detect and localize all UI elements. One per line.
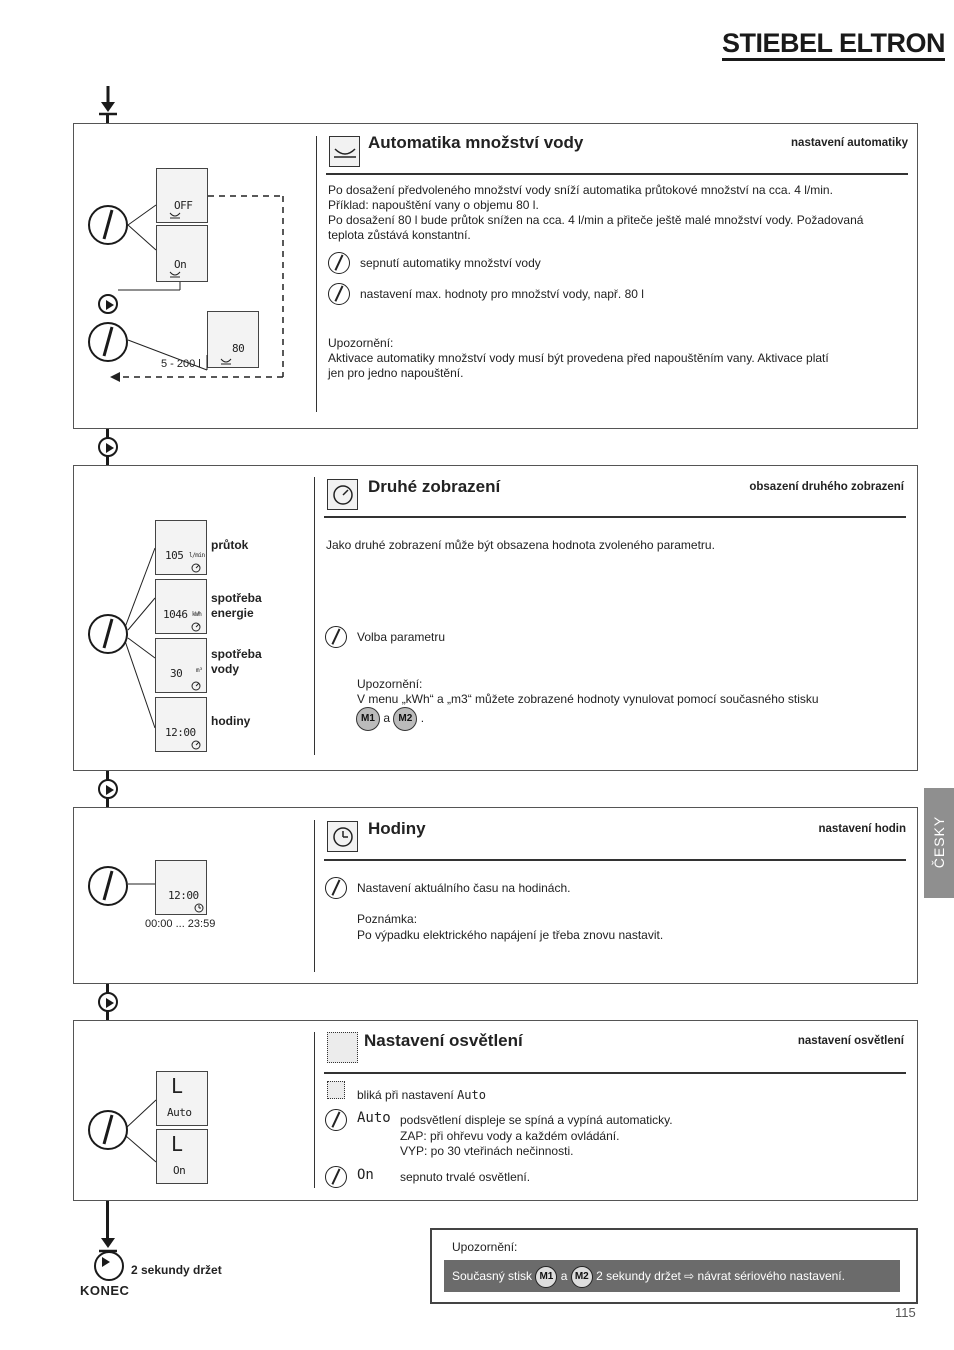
language-tab[interactable]: [924, 788, 954, 898]
range-label: 00:00 ... 23:59: [145, 918, 216, 930]
section-title: Hodiny: [368, 819, 426, 838]
m2-button[interactable]: M2: [571, 1266, 593, 1288]
knob-small-icon: [325, 626, 347, 648]
knob-icon[interactable]: [88, 1110, 128, 1150]
gauge-icon: [191, 622, 201, 632]
lcd-display: [155, 697, 207, 752]
reset-bar: [444, 1260, 900, 1292]
on-word: On: [357, 1167, 374, 1183]
lcd-label: hodiny: [211, 714, 251, 728]
auto-desc: VYP: po 30 vteřinách nečinnosti.: [400, 1144, 574, 1158]
brand-logo: STIEBEL ELTRON: [722, 28, 945, 61]
step-text: sepnutí automatiky množství vody: [360, 256, 541, 270]
lcd-value: OFF: [174, 199, 193, 212]
reset-note-box: [430, 1228, 918, 1304]
knob-small-icon: [325, 1166, 347, 1188]
section-title: Automatika množství vody: [368, 133, 584, 152]
note-label: Poznámka:: [357, 912, 418, 926]
lcd-value: 1046: [163, 608, 188, 621]
knob-icon[interactable]: [88, 205, 128, 245]
lcd-label: vody: [211, 662, 240, 676]
note-label: Upozornění:: [452, 1240, 518, 1254]
lcd-display: [155, 520, 207, 575]
next-button-icon[interactable]: [98, 294, 118, 314]
knob-small-icon: [328, 252, 350, 274]
gauge-icon: [327, 479, 358, 510]
gauge-icon: [191, 563, 201, 573]
clock-icon: [194, 903, 204, 913]
section-rule: [326, 173, 908, 175]
lcd-value: 105: [165, 549, 184, 562]
m1-button[interactable]: M1: [535, 1266, 557, 1288]
section-subtitle: nastavení osvětlení: [797, 1035, 904, 1047]
lcd-display: [155, 579, 207, 634]
divider: [314, 477, 315, 755]
backlight-icon: [327, 1032, 358, 1063]
on-desc: sepnuto trvalé osvětlení.: [400, 1170, 531, 1184]
lcd-value: On: [173, 1164, 186, 1177]
section-rule: [324, 1072, 906, 1074]
and-text: a: [383, 711, 391, 726]
section-rule: [324, 859, 906, 861]
language-tab-label: ČESKY: [931, 815, 947, 869]
knob-small-icon: [325, 1109, 347, 1131]
note-label: Upozornění:: [328, 336, 394, 350]
note-text: Po výpadku elektrického napájení je třeba znovu nastavit.: [357, 928, 664, 942]
section-title: Nastavení osvětlení: [364, 1031, 523, 1050]
step-text: Volba parametru: [357, 630, 446, 644]
lcd-value: L: [171, 1132, 183, 1156]
knob-small-icon: [325, 877, 347, 899]
paragraph: teplota zůstává konstantní.: [328, 228, 471, 242]
auto-desc: podsvětlení displeje se spíná a vypíná automaticky.: [400, 1113, 673, 1127]
next-button-icon[interactable]: [98, 437, 118, 457]
step-text: nastavení max. hodnoty pro množství vody, např. 80 l: [360, 287, 644, 301]
lcd-display: [155, 638, 207, 693]
divider: [316, 136, 317, 412]
note-text: V menu „kWh“ a „m3“ můžete zobrazené hodnoty vynulovat pomocí současného stisku: [357, 692, 819, 706]
divider: [314, 820, 315, 972]
section-title: Druhé zobrazení: [368, 477, 501, 496]
lcd-value: On: [174, 258, 187, 271]
lcd-value: L: [171, 1074, 183, 1098]
paragraph: Příklad: napouštění vany o objemu 80 l.: [328, 198, 539, 212]
bar-text: Současný stisk: [452, 1269, 533, 1283]
hold-label: 2 sekundy držet: [131, 1263, 222, 1277]
flow-start-arrow-icon: [96, 86, 120, 116]
note-buttons: [356, 707, 424, 731]
lcd-display: [156, 1129, 208, 1184]
lcd-value: Auto: [167, 1106, 192, 1119]
section-subtitle: nastavení automatiky: [791, 137, 908, 149]
hold-button-icon[interactable]: [94, 1251, 124, 1281]
lcd-label: spotřeba: [211, 591, 262, 605]
note-label: Upozornění:: [357, 677, 423, 691]
range-label: 5 - 200 l: [161, 358, 201, 370]
blink-text: [357, 1088, 486, 1104]
lcd-label: energie: [211, 606, 254, 620]
clock-icon: [327, 821, 358, 852]
and-text: a: [560, 1269, 568, 1283]
lcd-value: 12:00: [165, 726, 196, 739]
m1-button[interactable]: M1: [356, 707, 380, 731]
auto-word: Auto: [457, 1088, 486, 1102]
gauge-icon: [191, 740, 201, 750]
note-text: Aktivace automatiky množství vody musí být provedena před napouštěním vany. Aktivace platí: [328, 351, 829, 365]
lcd-value: 30: [170, 667, 183, 680]
bathtub-icon: [329, 136, 360, 167]
next-button-icon[interactable]: [98, 992, 118, 1012]
lcd-display: [156, 1071, 208, 1126]
auto-desc: ZAP: při ohřevu vody a každém ovládání.: [400, 1129, 620, 1143]
lcd-value: 80: [232, 342, 245, 355]
next-button-icon[interactable]: [98, 779, 118, 799]
bar-text: 2 sekundy držet ⇨ návrat sériového nastavení.: [596, 1269, 845, 1283]
section-subtitle: nastavení hodin: [818, 823, 906, 835]
lcd-value: 12:00: [168, 889, 199, 902]
end-text: .: [420, 711, 425, 726]
lcd-unit: kWh: [192, 611, 202, 618]
knob-small-icon: [328, 283, 350, 305]
page-number: 115: [895, 1305, 916, 1320]
lcd-display: [155, 860, 207, 915]
lcd-unit: m³: [196, 667, 203, 674]
knob-icon[interactable]: [88, 866, 128, 906]
gauge-icon: [191, 681, 201, 691]
section-subtitle: obsazení druhého zobrazení: [749, 481, 904, 493]
lcd-label: průtok: [211, 538, 249, 552]
note-text: jen pro jedno napouštění.: [328, 366, 464, 380]
paragraph: Po dosažení 80 l bude průtok snížen na cca. 4 l/min a přiteče ještě malé množství vody. Požadovaná: [328, 213, 864, 227]
blink-label: bliká při nastavení: [357, 1088, 454, 1102]
lcd-label: spotřeba: [211, 647, 262, 661]
m2-button[interactable]: M2: [393, 707, 417, 731]
lcd-unit: l/min: [189, 552, 205, 559]
paragraph: Po dosažení předvoleného množství vody sníží automatika průtokové množství na cca. 4 l/min.: [328, 183, 833, 197]
auto-word: Auto: [357, 1110, 391, 1126]
knob-icon[interactable]: [88, 322, 128, 362]
divider: [314, 1032, 315, 1188]
flow-connectors: [100, 180, 290, 385]
paragraph: Jako druhé zobrazení může být obsazena hodnota zvoleného parametru.: [326, 538, 715, 552]
end-label: KONEC: [80, 1283, 130, 1298]
step-text: Nastavení aktuálního času na hodinách.: [357, 881, 571, 895]
knob-icon[interactable]: [88, 614, 128, 654]
section-rule: [324, 516, 906, 518]
backlight-icon: [327, 1081, 345, 1099]
